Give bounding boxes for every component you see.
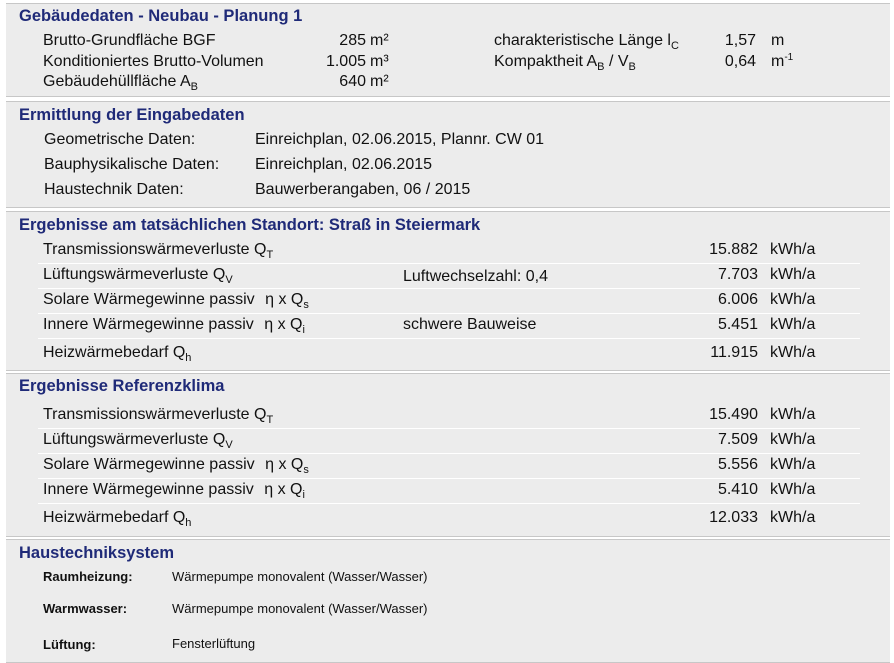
transmission-text: Transmissionswärmeverluste Q xyxy=(43,241,267,258)
lueftung-text: Lüftungswärmeverluste Q xyxy=(43,266,226,283)
heizwaermebedarf-value: 12.033 xyxy=(709,509,758,526)
section-gebaeudedaten xyxy=(6,3,890,97)
kompaktheit-sub1: B xyxy=(597,61,605,73)
heizwaermebedarf-text: Heizwärmebedarf Q xyxy=(43,509,186,526)
row-divider xyxy=(38,503,860,504)
kompaktheit-sub2: B xyxy=(628,61,636,73)
innere-label xyxy=(43,481,305,499)
innere-text: Innere Wärmegewinne passiv xyxy=(43,316,254,333)
heizwaermebedarf-sub: h xyxy=(185,517,192,529)
row-divider xyxy=(38,313,860,314)
transmission-label xyxy=(43,406,273,424)
geometrie-value: Einreichplan, 02.06.2015, Plannr. CW 01 xyxy=(255,131,545,148)
innere-unit: kWh/a xyxy=(770,481,816,498)
heizwaermebedarf-label xyxy=(43,344,191,362)
solar-label xyxy=(43,456,309,474)
solar-unit: kWh/a xyxy=(770,456,816,473)
transmission-text: Transmissionswärmeverluste Q xyxy=(43,406,267,423)
heizwaermebedarf-value: 11.915 xyxy=(710,344,758,361)
section-title: Ermittlung der Eingabedaten xyxy=(19,106,245,124)
bgf-unit: m² xyxy=(370,32,389,49)
innere-eta: η x Q xyxy=(264,481,303,498)
solar-value: 5.556 xyxy=(717,456,758,473)
kompaktheit-value: 0,64 xyxy=(724,53,756,70)
bauphysik-label: Bauphysikalische Daten: xyxy=(44,156,220,173)
huellflaeche-value: 640 xyxy=(339,73,366,90)
lueftung-unit: kWh/a xyxy=(770,266,816,283)
solar-text: Solare Wärmegewinne passiv xyxy=(43,456,255,473)
laenge-sub: C xyxy=(670,40,679,52)
volumen-value: 1.005 xyxy=(325,53,366,70)
solar-eta: η x Q xyxy=(265,456,304,473)
huellflaeche-text: Gebäudehüllfläche A xyxy=(43,73,191,90)
haustechnik-daten-label: Haustechnik Daten: xyxy=(44,181,184,198)
solar-label xyxy=(43,291,309,309)
warmwasser-value: Wärmepumpe monovalent (Wasser/Wasser) xyxy=(172,601,428,616)
lueftung-value: 7.509 xyxy=(717,431,758,448)
innere-unit: kWh/a xyxy=(770,316,816,333)
raumheizung-value: Wärmepumpe monovalent (Wasser/Wasser) xyxy=(172,569,428,584)
row-divider xyxy=(38,453,860,454)
lueftung-sub: V xyxy=(225,439,233,451)
section-title: Ergebnisse am tatsächlichen Standort: Straß in Steiermark xyxy=(19,216,481,234)
huellflaeche-sub: B xyxy=(190,81,199,93)
kompaktheit-label xyxy=(494,53,636,71)
huellflaeche-unit: m² xyxy=(370,73,389,90)
kompaktheit-text: Kompaktheit A xyxy=(494,53,598,70)
section-eingabedaten xyxy=(6,101,890,208)
innere-eta: η x Q xyxy=(264,316,303,333)
lueftung-system-label: Lüftung: xyxy=(43,637,96,652)
geometrie-label: Geometrische Daten: xyxy=(44,131,196,148)
solar-sub: s xyxy=(303,464,309,476)
solar-text: Solare Wärmegewinne passiv xyxy=(43,291,255,308)
warmwasser-label: Warmwasser: xyxy=(43,601,128,616)
solar-eta: η x Q xyxy=(265,291,304,308)
transmission-label xyxy=(43,241,273,259)
laenge-value: 1,57 xyxy=(724,32,756,49)
volumen-unit: m³ xyxy=(370,53,389,70)
laenge-label xyxy=(494,32,679,50)
transmission-unit: kWh/a xyxy=(770,406,816,423)
kompaktheit-unit-text: m xyxy=(771,53,785,70)
innere-value: 5.410 xyxy=(717,481,758,498)
solar-value: 6.006 xyxy=(717,291,758,308)
lueftung-note: Luftwechselzahl: 0,4 xyxy=(403,268,548,285)
heizwaermebedarf-label xyxy=(43,509,191,527)
transmission-value: 15.882 xyxy=(709,241,758,258)
innere-value: 5.451 xyxy=(717,316,758,333)
row-divider xyxy=(38,288,860,289)
solar-unit: kWh/a xyxy=(770,291,816,308)
innere-text: Innere Wärmegewinne passiv xyxy=(43,481,254,498)
volumen-label: Konditioniertes Brutto-Volumen xyxy=(43,53,264,70)
section-title: Haustechniksystem xyxy=(19,544,174,562)
heizwaermebedarf-unit: kWh/a xyxy=(770,509,816,526)
row-divider xyxy=(38,338,860,339)
lueftung-unit: kWh/a xyxy=(770,431,816,448)
heizwaermebedarf-sub: h xyxy=(185,352,192,364)
lueftung-text: Lüftungswärmeverluste Q xyxy=(43,431,226,448)
kompaktheit-unit xyxy=(771,53,793,71)
transmission-unit: kWh/a xyxy=(770,241,816,258)
heizwaermebedarf-text: Heizwärmebedarf Q xyxy=(43,344,186,361)
transmission-sub: T xyxy=(266,249,274,261)
innere-label xyxy=(43,316,305,334)
lueftung-sub: V xyxy=(225,274,233,286)
innere-sub: i xyxy=(302,324,305,336)
innere-note: schwere Bauweise xyxy=(403,316,537,333)
lueftung-label xyxy=(43,266,233,284)
bgf-label: Brutto-Grundfläche BGF xyxy=(43,32,216,49)
bgf-value: 285 xyxy=(339,32,366,49)
section-haustechniksystem xyxy=(6,539,890,663)
section-referenzklima xyxy=(6,373,890,537)
raumheizung-label: Raumheizung: xyxy=(43,569,133,584)
laenge-unit: m xyxy=(771,32,785,49)
kompaktheit-mid: / V xyxy=(608,53,629,70)
haustechnik-daten-value: Bauwerberangaben, 06 / 2015 xyxy=(255,181,471,198)
kompaktheit-exp: -1 xyxy=(784,52,794,63)
row-divider xyxy=(38,263,860,264)
huellflaeche-label xyxy=(43,73,198,91)
lueftung-label xyxy=(43,431,233,449)
row-divider xyxy=(38,478,860,479)
laenge-text: charakteristische Länge l xyxy=(494,32,671,49)
section-standort xyxy=(6,211,890,371)
row-divider xyxy=(38,428,860,429)
section-title: Ergebnisse Referenzklima xyxy=(19,377,225,395)
heizwaermebedarf-unit: kWh/a xyxy=(770,344,816,361)
lueftung-system-value: Fensterlüftung xyxy=(172,636,256,651)
bauphysik-value: Einreichplan, 02.06.2015 xyxy=(255,156,433,173)
lueftung-value: 7.703 xyxy=(717,266,758,283)
innere-sub: i xyxy=(302,489,305,501)
transmission-sub: T xyxy=(266,414,274,426)
solar-sub: s xyxy=(303,299,309,311)
transmission-value: 15.490 xyxy=(709,406,758,423)
section-title: Gebäudedaten - Neubau - Planung 1 xyxy=(19,7,303,25)
